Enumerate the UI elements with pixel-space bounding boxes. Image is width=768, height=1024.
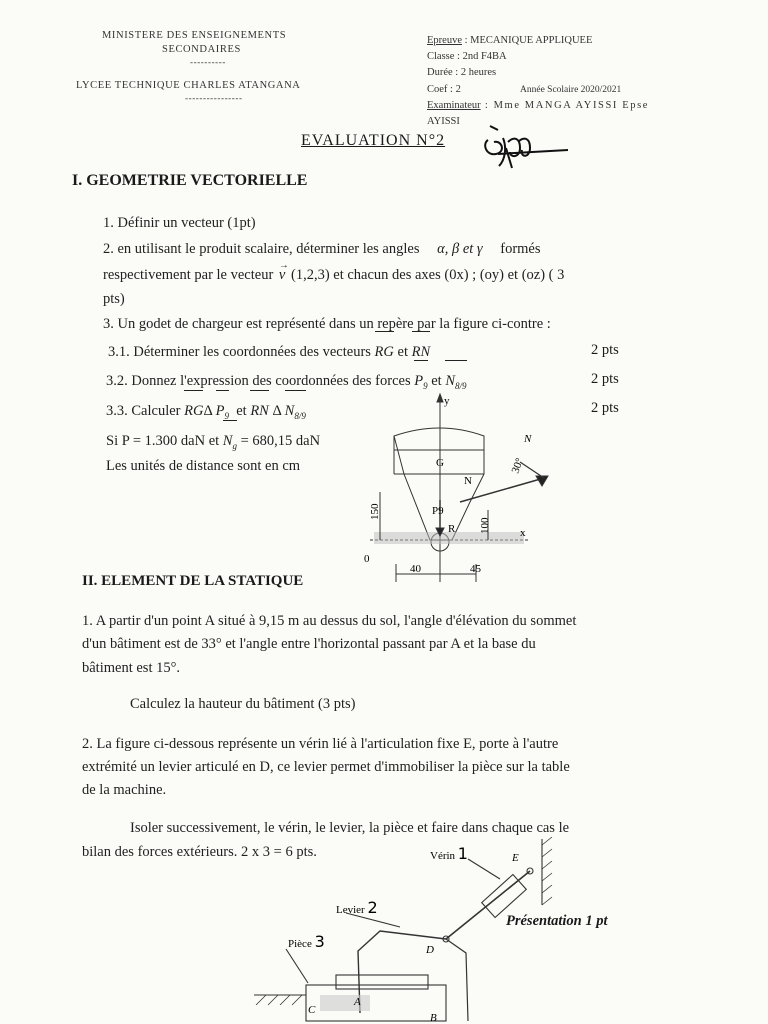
fig1-dim45: 45 bbox=[470, 563, 481, 575]
s2-q1-line2: d'un bâtiment est de 33° et l'angle entre l'horizontal passant par A et la base du bbox=[82, 636, 536, 652]
s1-q32-text: 3.2. Donnez l'expression des coordonnées des forces bbox=[106, 373, 411, 389]
s1-q2-line2 bbox=[103, 260, 565, 286]
fig2-verin-num: 1 bbox=[457, 844, 468, 863]
s1-q33-et: et bbox=[236, 403, 247, 419]
presentation-note: Présentation 1 pt bbox=[506, 913, 608, 929]
fig1-N-force-label: N bbox=[524, 433, 532, 445]
fig2-D: D bbox=[426, 944, 434, 956]
s2-q2-iso2: bilan des forces extérieurs. 2 x 3 = 6 pts. bbox=[82, 844, 317, 860]
fig1-R-label: R bbox=[448, 523, 456, 535]
s1-q2-line2b: (1,2,3) et chacun des axes (0x) ; (oy) et (oz) ( 3 bbox=[290, 267, 565, 283]
bucket-figure bbox=[360, 392, 570, 592]
s1-q3: 3. Un godet de chargeur est représenté dans un repère par la figure ci-contre : bbox=[103, 316, 551, 332]
signature bbox=[478, 118, 578, 188]
section2-heading: II. ELEMENT DE LA STATIQUE bbox=[82, 573, 304, 589]
vec-N89-2-text: N bbox=[284, 403, 295, 419]
classe: Classe : 2nd F4BA bbox=[427, 51, 507, 62]
fig2-verin-label bbox=[430, 844, 468, 863]
fig1-y-label: y bbox=[444, 395, 450, 407]
s1-q2-line3: pts) bbox=[103, 291, 125, 307]
fig1-dim100: 100 bbox=[479, 517, 491, 534]
s1-q2-line2a: respectivement par le vecteur bbox=[103, 267, 274, 283]
vec-v-letter: v bbox=[278, 267, 286, 283]
s1-q32-et: et bbox=[431, 373, 442, 389]
fig2-E: E bbox=[512, 852, 519, 864]
s2-q1-calc: Calculez la hauteur du bâtiment (3 pts) bbox=[130, 696, 356, 712]
fig2-piece-label bbox=[288, 932, 325, 951]
s1-q32-pts: 2 pts bbox=[591, 371, 619, 387]
vec-RG-2-text: RG bbox=[184, 403, 204, 419]
fig2-levier-num: 2 bbox=[367, 898, 378, 917]
vec-P9-text: P bbox=[414, 373, 424, 389]
vec-Ng: $N_g$ bbox=[223, 430, 237, 457]
s1-q2-greek: α, β et γ bbox=[437, 241, 483, 257]
s1-data-line bbox=[106, 430, 320, 457]
fig2-piece-text: Pièce bbox=[288, 938, 312, 950]
school-name: LYCEE TECHNIQUE CHARLES ATANGANA bbox=[76, 80, 301, 91]
s1-data-a: Si P = 1.300 daN et bbox=[106, 433, 220, 449]
page-title: EVALUATION N°2 bbox=[301, 132, 446, 149]
s2-q2-line1: 2. La figure ci-dessous représente un vérin lié à l'articulation fixe E, porte à l'autre bbox=[82, 736, 559, 752]
s1-q2-text: 2. en utilisant le produit scalaire, déterminer les angles bbox=[103, 241, 420, 257]
examinateur-value: : Mme MANGA AYISSI Epse bbox=[480, 100, 650, 111]
examinateur-line bbox=[427, 99, 649, 112]
fig1-dim40: 40 bbox=[410, 563, 421, 575]
vec-RN-text: RN bbox=[411, 344, 431, 360]
vec-RN-2 bbox=[250, 400, 269, 422]
divider-1: ---------- bbox=[190, 57, 226, 67]
s2-q2-iso1: Isoler successivement, le vérin, le levier, la pièce et faire dans chaque cas le bbox=[130, 820, 570, 836]
examinateur-label: Examinateur bbox=[427, 100, 481, 111]
epreuve-label: Epreuve bbox=[427, 35, 462, 46]
fig2-B: B bbox=[430, 1012, 437, 1024]
s1-q33 bbox=[106, 400, 306, 427]
mechanism-figure bbox=[250, 835, 570, 1024]
vec-N89-2: $N_{8/9}$ bbox=[285, 400, 306, 427]
vec-RN-2-text: RN bbox=[250, 403, 269, 419]
vec-P9: $P_9$ bbox=[414, 370, 427, 397]
epreuve-value: : MECANIQUE APPLIQUEE bbox=[461, 35, 593, 46]
s1-q31-text: 3.1. Déterminer les coordonnées des vecteurs bbox=[108, 344, 371, 360]
examinateur-cont: AYISSI bbox=[427, 116, 460, 127]
vec-N89: $N_{8/9}$ bbox=[445, 370, 466, 397]
s1-data-b: = 680,15 daN bbox=[240, 433, 321, 449]
vec-N89-text: N bbox=[445, 373, 455, 389]
fig2-levier-text: Levier bbox=[336, 904, 365, 916]
vec-P9-2-text: P bbox=[215, 403, 225, 419]
vec-RG-text: RG bbox=[374, 344, 394, 360]
s1-q31-pts: 2 pts bbox=[591, 342, 619, 358]
s1-q33-text: 3.3. Calculer bbox=[106, 403, 181, 419]
s2-q1-line3: bâtiment est 15°. bbox=[82, 660, 181, 676]
divider-2: ---------------- bbox=[185, 93, 243, 103]
s2-q2-line3: de la machine. bbox=[82, 782, 167, 798]
delta-2: Δ bbox=[272, 403, 282, 419]
s1-q31-et: et bbox=[397, 344, 408, 360]
annee-scolaire: Année Scolaire 2020/2021 bbox=[520, 85, 622, 95]
fig2-levier-label bbox=[336, 898, 378, 917]
fig2-A: A bbox=[354, 996, 361, 1008]
coef: Coef : 2 bbox=[427, 84, 461, 95]
s1-q1: 1. Définir un vecteur (1pt) bbox=[103, 215, 256, 231]
epreuve-line bbox=[427, 34, 592, 47]
vec-v: → v bbox=[278, 260, 289, 283]
s1-q2-formed: formés bbox=[500, 241, 541, 257]
vec-Ng-text: N bbox=[222, 433, 233, 449]
s1-q2-line1 bbox=[103, 238, 678, 260]
fig2-verin-text: Vérin bbox=[430, 850, 456, 862]
fig1-dim150: 150 bbox=[369, 503, 381, 520]
vec-P9-2: $P_9$ bbox=[216, 400, 229, 427]
vec-RG-2 bbox=[184, 400, 203, 422]
ministry-line1: MINISTERE DES ENSEIGNEMENTS bbox=[102, 30, 287, 41]
fig1-G-label: G bbox=[436, 457, 444, 469]
delta-1: Δ bbox=[203, 403, 212, 419]
vec-RG bbox=[375, 341, 394, 363]
ministry-line2: SECONDAIRES bbox=[162, 44, 241, 55]
s2-q2-line2: extrémité un levier articulé en D, ce levier permet d'immobiliser la pièce sur la table bbox=[82, 759, 570, 775]
s1-q31 bbox=[108, 341, 430, 363]
fig1-x-label: x bbox=[520, 527, 526, 539]
s2-q1-line1: 1. A partir d'un point A situé à 9,15 m au dessus du sol, l'angle d'élévation du sommet bbox=[82, 613, 577, 629]
section1-heading: I. GEOMETRIE VECTORIELLE bbox=[72, 172, 308, 189]
fig1-N-label: N bbox=[464, 475, 472, 487]
duree: Durée : 2 heures bbox=[427, 67, 497, 78]
s1-units: Les unités de distance sont en cm bbox=[106, 458, 301, 474]
fig2-C: C bbox=[308, 1004, 316, 1016]
fig1-origin-label: 0 bbox=[364, 553, 370, 565]
fig1-angle: 30° bbox=[509, 456, 527, 476]
s1-q33-pts: 2 pts bbox=[591, 400, 619, 416]
fig2-piece-num: 3 bbox=[314, 932, 325, 951]
fig1-P9-label: P9 bbox=[432, 505, 444, 517]
